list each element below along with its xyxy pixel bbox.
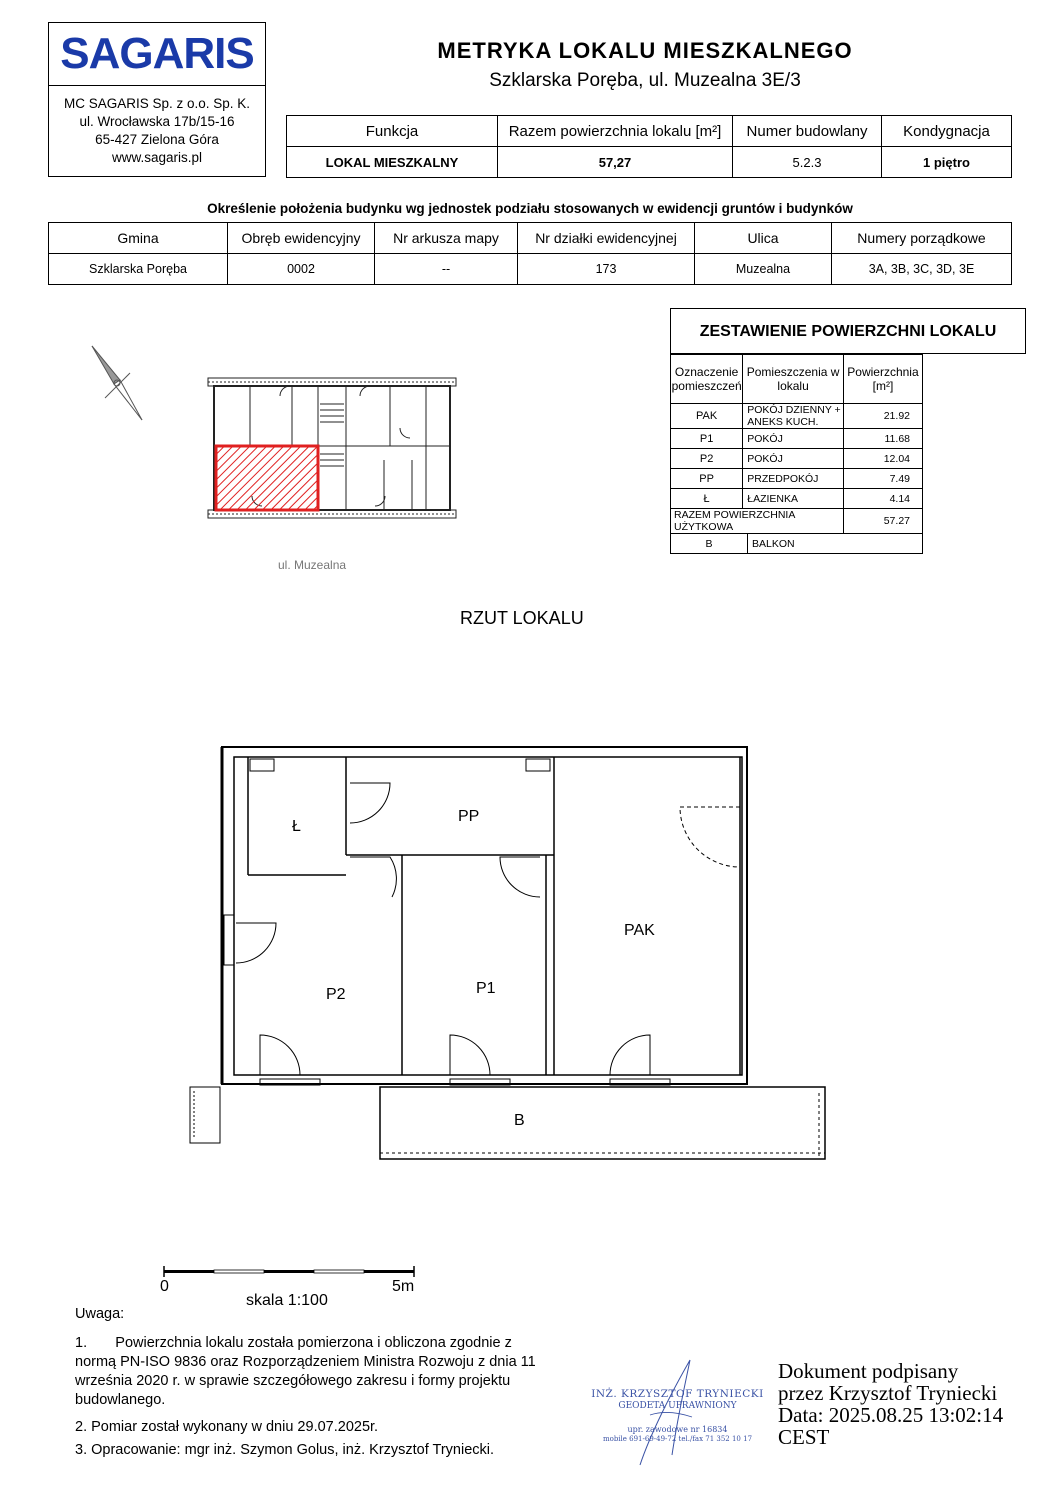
plan-title: RZUT LOKALU	[460, 608, 584, 628]
room-label-hall: PP	[458, 808, 480, 825]
company-website[interactable]: www.sagaris.pl	[111, 150, 203, 165]
surfaces-total-row	[671, 509, 923, 534]
company-street: ul. Wrocławska 17b/15-16	[79, 114, 235, 129]
company-logo: SAGARIS	[60, 29, 254, 78]
location-table	[48, 222, 1012, 285]
header-cell-floor: Kondygnacja	[882, 116, 1012, 147]
value-street: Muzealna	[695, 254, 832, 285]
room-name: POKÓJ	[743, 449, 844, 469]
key-plan-apartment-highlight	[216, 446, 318, 510]
room-code: P2	[671, 449, 743, 469]
value-floor: 1 piętro	[882, 147, 1012, 178]
room-label-p2: P2	[326, 986, 346, 1003]
surfaces-row	[671, 489, 923, 509]
company-name: MC SAGARIS Sp. z o.o. Sp. K.	[63, 96, 251, 111]
surfaces-row	[671, 429, 923, 449]
stamp-line-1: INŻ. KRZYSZTOF TRYNIECKI	[591, 1388, 764, 1400]
stamp-line-3: upr. zawodowe nr 16834	[627, 1425, 728, 1434]
header-cell-street: Ulica	[695, 223, 832, 254]
room-name: PRZEDPOKÓJ	[743, 469, 844, 489]
header-cell-gmina: Gmina	[49, 223, 228, 254]
value-function: LOKAL MIESZKALNY	[287, 147, 498, 178]
total-area: 57.27	[843, 509, 922, 534]
header-cell-area: Powierzchnia [m²]	[843, 355, 922, 404]
header-cell-room-name: Pomieszczenia w lokalu	[743, 355, 844, 404]
scale-label: skala 1:100	[246, 1292, 328, 1309]
notes-heading: Uwaga:	[75, 1306, 125, 1322]
north-arrow-icon	[80, 338, 170, 438]
room-label-bath: Ł	[292, 818, 301, 835]
value-numbers: 3A, 3B, 3C, 3D, 3E	[832, 254, 1012, 285]
location-table-header	[49, 223, 1012, 254]
note-3: 3. Opracowanie: mgr inż. Szymon Golus, inż. Krzysztof Tryniecki.	[75, 1442, 495, 1458]
function-table-values	[287, 147, 1012, 178]
balcony-row	[671, 534, 923, 554]
scale-zero: 0	[160, 1278, 169, 1295]
company-city: 65-427 Zielona Góra	[95, 132, 219, 147]
room-area: 4.14	[843, 489, 922, 509]
balcony-table	[670, 533, 923, 554]
location-table-values	[49, 254, 1012, 285]
surfaces-row	[671, 404, 923, 429]
key-plan	[200, 368, 468, 528]
header-cell-code: Oznaczenie pomieszczeń	[671, 355, 743, 404]
room-area: 12.04	[843, 449, 922, 469]
room-code: Ł	[671, 489, 743, 509]
company-block	[48, 22, 266, 177]
note-1-text: Powierzchnia lokalu została pomierzona i obliczona zgodnie z normą PN-ISO 9836 oraz Rozporządzeniem Ministra Rozwoju z dnia 11 września 2020 r. w sprawie szczegółowego zakresu i formy projektu budowlanego.	[75, 1335, 536, 1408]
header-cell-building-number: Numer budowlany	[733, 116, 882, 147]
surfaces-row	[671, 449, 923, 469]
scale-bar	[162, 1264, 422, 1278]
surfaces-title-box	[670, 308, 1026, 354]
function-table-header	[287, 116, 1012, 147]
balcony-name: BALKON	[748, 534, 923, 554]
stamp-line-2: GEODETA UPRAWNIONY	[618, 1401, 737, 1411]
room-label-balcony: B	[514, 1112, 525, 1129]
document-title: METRYKA LOKALU MIESZKALNEGO	[437, 38, 853, 63]
room-label-p1: P1	[476, 980, 496, 997]
room-name: POKÓJ	[743, 429, 844, 449]
note-2: 2. Pomiar został wykonany w dniu 29.07.2025r.	[75, 1419, 379, 1435]
header-cell-total-area: Razem powierzchnia lokalu [m²]	[498, 116, 733, 147]
header-cell-plot: Nr działki ewidencyjnej	[518, 223, 695, 254]
value-obreb: 0002	[228, 254, 375, 285]
note-1-number: 1.	[75, 1335, 88, 1351]
room-area: 11.68	[843, 429, 922, 449]
surfaces-row	[671, 469, 923, 489]
digital-signature	[778, 1360, 1038, 1448]
stamp-line-4: mobile 691-69-49-72 tel./fax 71 352 10 17	[602, 1435, 753, 1443]
header-cell-function: Funkcja	[287, 116, 498, 147]
location-heading: Określenie położenia budynku wg jednostek podziału stosowanych w ewidencji gruntów i budynków	[207, 201, 853, 216]
room-name: ŁAZIENKA	[743, 489, 844, 509]
room-code: PP	[671, 469, 743, 489]
value-map-sheet: --	[375, 254, 518, 285]
signature-line-3: Data: 2025.08.25 13:02:14	[778, 1403, 1004, 1427]
surfaces-title: ZESTAWIENIE POWIERZCHNI LOKALU	[699, 323, 997, 340]
function-table	[286, 115, 1012, 178]
surfaces-table-header	[671, 355, 923, 404]
street-label: ul. Muzealna	[278, 558, 347, 572]
signature-line-1: Dokument podpisany	[778, 1359, 959, 1383]
value-gmina: Szklarska Poręba	[49, 254, 228, 285]
header-cell-map-sheet: Nr arkusza mapy	[375, 223, 518, 254]
total-label: RAZEM POWIERZCHNIA UŻYTKOWA	[671, 509, 844, 534]
room-area: 21.92	[843, 404, 922, 429]
note-1	[75, 1334, 545, 1410]
value-total-area: 57,27	[498, 147, 733, 178]
surfaces-table	[670, 354, 923, 534]
room-name: POKÓJ DZIENNY + ANEKS KUCH.	[743, 404, 844, 429]
signature-line-2: przez Krzysztof Tryniecki	[778, 1381, 998, 1405]
room-code: P1	[671, 429, 743, 449]
room-label-living: PAK	[624, 922, 655, 939]
signature-line-4: CEST	[778, 1425, 830, 1449]
header-cell-obreb: Obręb ewidencyjny	[228, 223, 375, 254]
value-plot: 173	[518, 254, 695, 285]
logo-divider	[49, 85, 265, 86]
document-subtitle: Szklarska Poręba, ul. Muzealna 3E/3	[489, 70, 801, 91]
room-area: 7.49	[843, 469, 922, 489]
room-code: PAK	[671, 404, 743, 429]
header-cell-numbers: Numery porządkowe	[832, 223, 1012, 254]
handwritten-signature	[630, 1355, 710, 1470]
scale-five: 5m	[392, 1278, 415, 1295]
value-building-number: 5.2.3	[733, 147, 882, 178]
balcony-code: B	[671, 534, 748, 554]
notes	[75, 1305, 545, 1460]
floor-plan	[180, 735, 840, 1175]
